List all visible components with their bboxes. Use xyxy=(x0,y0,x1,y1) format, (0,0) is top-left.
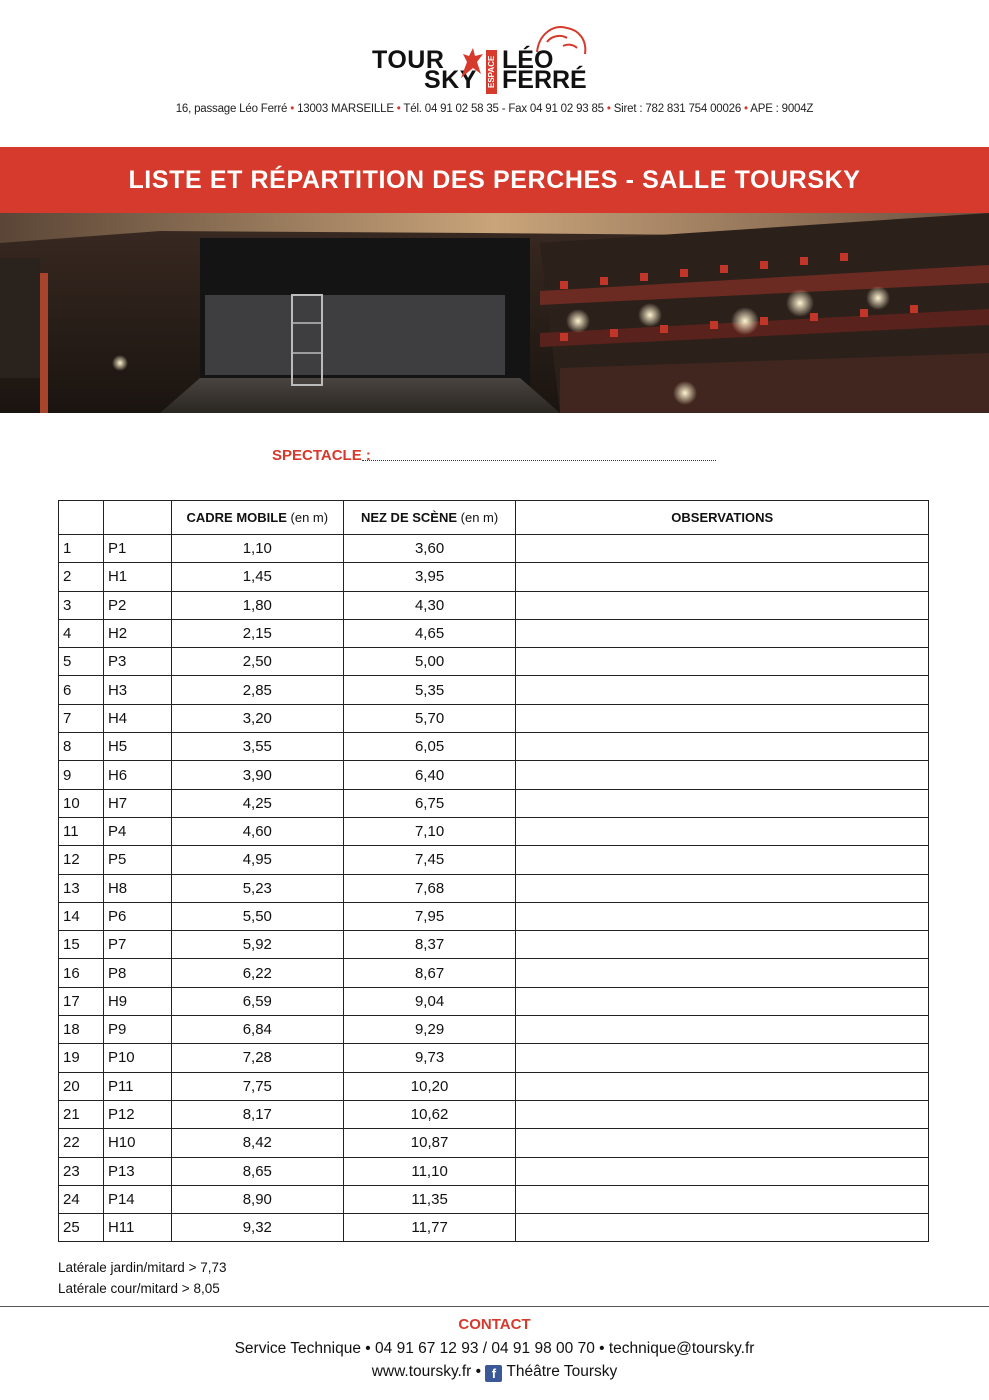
bullet-icon: • xyxy=(744,103,748,115)
row-nez-de-scene: 4,30 xyxy=(343,591,516,619)
row-cadre-mobile: 1,80 xyxy=(171,591,343,619)
row-cadre-mobile: 4,60 xyxy=(171,817,343,845)
row-cadre-mobile: 1,10 xyxy=(171,535,343,563)
row-observations[interactable] xyxy=(516,761,929,789)
row-perche: P2 xyxy=(103,591,171,619)
row-number: 3 xyxy=(59,591,104,619)
row-observations[interactable] xyxy=(516,733,929,761)
row-observations[interactable] xyxy=(516,676,929,704)
table-row xyxy=(59,1044,929,1072)
header-perche xyxy=(103,501,171,535)
table-row xyxy=(59,676,929,704)
row-observations[interactable] xyxy=(516,648,929,676)
row-nez-de-scene: 5,70 xyxy=(343,704,516,732)
table-row xyxy=(59,1185,929,1213)
table-row xyxy=(59,648,929,676)
theatre-photo xyxy=(0,213,989,413)
table-row xyxy=(59,874,929,902)
row-cadre-mobile: 3,55 xyxy=(171,733,343,761)
row-number: 25 xyxy=(59,1214,104,1242)
row-cadre-mobile: 2,50 xyxy=(171,648,343,676)
table-row xyxy=(59,535,929,563)
title-banner xyxy=(0,147,989,213)
row-cadre-mobile: 8,42 xyxy=(171,1129,343,1157)
contact-email[interactable]: technique@toursky.fr xyxy=(608,1340,755,1357)
row-cadre-mobile: 2,15 xyxy=(171,619,343,647)
facebook-icon: f xyxy=(485,1365,502,1382)
header-nez-label: NEZ DE SCÈNE xyxy=(360,510,458,525)
table-row xyxy=(59,931,929,959)
row-number: 12 xyxy=(59,846,104,874)
row-perche: P6 xyxy=(103,902,171,930)
header-observations: OBSERVATIONS xyxy=(516,501,929,535)
row-nez-de-scene: 7,68 xyxy=(343,874,516,902)
address-city: 13003 MARSEILLE xyxy=(297,103,394,115)
contact-phones: 04 91 67 12 93 / 04 91 98 00 70 xyxy=(375,1340,595,1357)
row-perche: P13 xyxy=(103,1157,171,1185)
row-number: 4 xyxy=(59,619,104,647)
row-observations[interactable] xyxy=(516,959,929,987)
header-cadre-label: CADRE MOBILE xyxy=(186,510,287,525)
row-nez-de-scene: 7,45 xyxy=(343,846,516,874)
row-cadre-mobile: 5,23 xyxy=(171,874,343,902)
table-row xyxy=(59,987,929,1015)
bullet-icon: • xyxy=(396,103,401,115)
row-observations[interactable] xyxy=(516,931,929,959)
row-perche: P1 xyxy=(103,535,171,563)
row-number: 7 xyxy=(59,704,104,732)
table-row xyxy=(59,733,929,761)
address-line xyxy=(0,103,989,115)
contact-service: Service Technique xyxy=(234,1340,361,1357)
row-nez-de-scene: 6,75 xyxy=(343,789,516,817)
logo-cat-icon xyxy=(457,44,487,80)
header-cadre-unit: (en m) xyxy=(290,510,329,525)
row-observations[interactable] xyxy=(516,619,929,647)
table-row xyxy=(59,1016,929,1044)
row-cadre-mobile: 7,75 xyxy=(171,1072,343,1100)
row-number: 8 xyxy=(59,733,104,761)
divider xyxy=(0,1306,989,1307)
row-nez-de-scene: 9,73 xyxy=(343,1044,516,1072)
row-number: 17 xyxy=(59,987,104,1015)
row-nez-de-scene: 8,67 xyxy=(343,959,516,987)
logo-portrait-icon xyxy=(527,22,591,62)
header-cadre-mobile xyxy=(171,501,343,535)
table-row xyxy=(59,1129,929,1157)
row-perche: P8 xyxy=(103,959,171,987)
table-row xyxy=(59,1157,929,1185)
row-observations[interactable] xyxy=(516,591,929,619)
table-row xyxy=(59,902,929,930)
row-observations[interactable] xyxy=(516,1044,929,1072)
table-row xyxy=(59,619,929,647)
row-perche: H10 xyxy=(103,1129,171,1157)
contact-web-line xyxy=(0,1363,989,1382)
row-observations[interactable] xyxy=(516,704,929,732)
row-number: 20 xyxy=(59,1072,104,1100)
table-row xyxy=(59,591,929,619)
row-observations[interactable] xyxy=(516,535,929,563)
row-cadre-mobile: 3,90 xyxy=(171,761,343,789)
row-cadre-mobile: 1,45 xyxy=(171,563,343,591)
contact-title: CONTACT xyxy=(458,1316,531,1333)
row-number: 11 xyxy=(59,817,104,845)
row-nez-de-scene: 5,35 xyxy=(343,676,516,704)
row-perche: H8 xyxy=(103,874,171,902)
row-number: 9 xyxy=(59,761,104,789)
row-nez-de-scene: 9,29 xyxy=(343,1016,516,1044)
row-perche: P4 xyxy=(103,817,171,845)
row-perche: H7 xyxy=(103,789,171,817)
row-nez-de-scene: 3,95 xyxy=(343,563,516,591)
row-nez-de-scene: 4,65 xyxy=(343,619,516,647)
notes xyxy=(58,1257,226,1299)
table-header-row xyxy=(59,501,929,535)
row-perche: H1 xyxy=(103,563,171,591)
row-nez-de-scene: 11,35 xyxy=(343,1185,516,1213)
table-row xyxy=(59,846,929,874)
row-number: 6 xyxy=(59,676,104,704)
row-number: 5 xyxy=(59,648,104,676)
row-nez-de-scene: 6,05 xyxy=(343,733,516,761)
page-title: LISTE ET RÉPARTITION DES PERCHES - SALLE TOURSKY xyxy=(128,165,861,194)
row-perche: P12 xyxy=(103,1100,171,1128)
bullet-icon: • xyxy=(365,1340,371,1357)
row-observations[interactable] xyxy=(516,846,929,874)
row-number: 23 xyxy=(59,1157,104,1185)
row-number: 10 xyxy=(59,789,104,817)
row-observations[interactable] xyxy=(516,1100,929,1128)
logo-leo-text: LÉO xyxy=(502,46,554,74)
row-nez-de-scene: 5,00 xyxy=(343,648,516,676)
row-cadre-mobile: 2,85 xyxy=(171,676,343,704)
row-perche: P14 xyxy=(103,1185,171,1213)
table-row xyxy=(59,761,929,789)
row-cadre-mobile: 4,95 xyxy=(171,846,343,874)
header-number xyxy=(59,501,104,535)
row-observations[interactable] xyxy=(516,1185,929,1213)
logo-ferre-text: FERRÉ xyxy=(502,66,587,94)
row-nez-de-scene: 8,37 xyxy=(343,931,516,959)
row-observations[interactable] xyxy=(516,1157,929,1185)
row-nez-de-scene: 6,40 xyxy=(343,761,516,789)
perches-table xyxy=(58,500,929,1242)
row-observations[interactable] xyxy=(516,563,929,591)
row-number: 13 xyxy=(59,874,104,902)
row-cadre-mobile: 9,32 xyxy=(171,1214,343,1242)
logo xyxy=(372,22,592,98)
row-number: 18 xyxy=(59,1016,104,1044)
bullet-icon: • xyxy=(290,103,295,115)
table-row xyxy=(59,959,929,987)
row-number: 1 xyxy=(59,535,104,563)
address-siret: Siret : 782 831 754 00026 xyxy=(613,103,742,115)
row-cadre-mobile: 5,50 xyxy=(171,902,343,930)
row-perche: H2 xyxy=(103,619,171,647)
row-number: 21 xyxy=(59,1100,104,1128)
row-perche: H9 xyxy=(103,987,171,1015)
table-row xyxy=(59,704,929,732)
row-perche: P3 xyxy=(103,648,171,676)
row-number: 16 xyxy=(59,959,104,987)
row-cadre-mobile: 3,20 xyxy=(171,704,343,732)
contact-line xyxy=(0,1340,989,1358)
row-cadre-mobile: 8,90 xyxy=(171,1185,343,1213)
row-observations[interactable] xyxy=(516,789,929,817)
logo-espace-text: ESPACE xyxy=(486,50,497,94)
row-perche: P10 xyxy=(103,1044,171,1072)
address-street: 16, passage Léo Ferré xyxy=(175,103,288,115)
row-nez-de-scene: 7,95 xyxy=(343,902,516,930)
contact-website[interactable]: www.toursky.fr xyxy=(371,1363,472,1380)
row-cadre-mobile: 4,25 xyxy=(171,789,343,817)
row-cadre-mobile: 6,22 xyxy=(171,959,343,987)
address-phone-fax: Tél. 04 91 02 58 35 - Fax 04 91 02 93 85 xyxy=(403,103,604,115)
table-row xyxy=(59,1072,929,1100)
row-observations[interactable] xyxy=(516,1129,929,1157)
row-observations[interactable] xyxy=(516,817,929,845)
note-laterale-jardin: Latérale jardin/mitard > 7,73 xyxy=(58,1260,227,1275)
row-perche: P11 xyxy=(103,1072,171,1100)
row-observations[interactable] xyxy=(516,1072,929,1100)
table-row xyxy=(59,563,929,591)
note-laterale-cour: Latérale cour/mitard > 8,05 xyxy=(58,1281,220,1296)
row-perche: P5 xyxy=(103,846,171,874)
row-perche: H4 xyxy=(103,704,171,732)
spectacle-input-line[interactable] xyxy=(362,460,716,461)
table-row xyxy=(59,1214,929,1242)
row-perche: H11 xyxy=(103,1214,171,1242)
table-row xyxy=(59,789,929,817)
header-nez-unit: (en m) xyxy=(460,510,499,525)
row-number: 24 xyxy=(59,1185,104,1213)
address-ape: APE : 9004Z xyxy=(750,103,814,115)
row-number: 14 xyxy=(59,902,104,930)
row-number: 2 xyxy=(59,563,104,591)
row-perche: P7 xyxy=(103,931,171,959)
row-perche: H6 xyxy=(103,761,171,789)
row-perche: H5 xyxy=(103,733,171,761)
table-row xyxy=(59,1100,929,1128)
row-nez-de-scene: 10,20 xyxy=(343,1072,516,1100)
row-cadre-mobile: 8,17 xyxy=(171,1100,343,1128)
row-perche: P9 xyxy=(103,1016,171,1044)
contact-facebook[interactable]: Théâtre Toursky xyxy=(506,1363,618,1380)
row-cadre-mobile: 6,59 xyxy=(171,987,343,1015)
row-nez-de-scene: 7,10 xyxy=(343,817,516,845)
row-cadre-mobile: 6,84 xyxy=(171,1016,343,1044)
row-observations[interactable] xyxy=(516,874,929,902)
row-observations[interactable] xyxy=(516,1214,929,1242)
row-cadre-mobile: 5,92 xyxy=(171,931,343,959)
row-cadre-mobile: 7,28 xyxy=(171,1044,343,1072)
row-perche: H3 xyxy=(103,676,171,704)
bullet-icon: • xyxy=(606,103,611,115)
spectacle-label: SPECTACLE : xyxy=(272,447,371,464)
row-nez-de-scene: 9,04 xyxy=(343,987,516,1015)
bullet-icon: • xyxy=(599,1340,605,1357)
row-number: 15 xyxy=(59,931,104,959)
logo-sky-text: SKY xyxy=(424,66,477,94)
row-nez-de-scene: 11,77 xyxy=(343,1214,516,1242)
row-nez-de-scene: 3,60 xyxy=(343,535,516,563)
table-row xyxy=(59,817,929,845)
row-observations[interactable] xyxy=(516,1016,929,1044)
row-observations[interactable] xyxy=(516,987,929,1015)
row-nez-de-scene: 10,87 xyxy=(343,1129,516,1157)
header-nez-de-scene xyxy=(343,501,516,535)
row-observations[interactable] xyxy=(516,902,929,930)
row-number: 22 xyxy=(59,1129,104,1157)
row-number: 19 xyxy=(59,1044,104,1072)
bullet-icon: • xyxy=(475,1363,482,1380)
logo-tour-text: TOUR xyxy=(372,46,445,74)
row-nez-de-scene: 10,62 xyxy=(343,1100,516,1128)
row-cadre-mobile: 8,65 xyxy=(171,1157,343,1185)
row-nez-de-scene: 11,10 xyxy=(343,1157,516,1185)
